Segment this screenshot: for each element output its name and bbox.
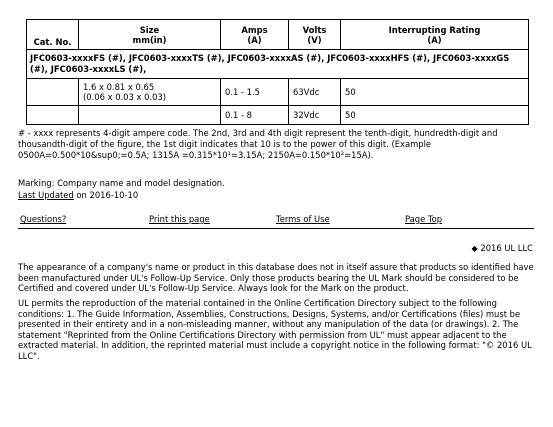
disclaimer-text: The appearance of a company's name or product in this database does not in itself assure that products so identified have been manufactured under UL's Follow-Up Service. Only those products bearing the UL Mark should be considered to be Certified and covered under UL's Follow-Up Service. Always look for the Mark on the product. xyxy=(18,262,534,294)
cell-rating: 50 xyxy=(341,79,529,106)
cell-volts: 63Vdc xyxy=(289,79,341,106)
footer-links xyxy=(0,214,553,226)
header-volts: Volts (V) xyxy=(289,20,341,50)
print-page-link[interactable]: Print this page xyxy=(149,214,210,224)
copyright-text: 2016 UL LLC xyxy=(480,243,533,253)
cell-size xyxy=(79,106,221,125)
cell-amps: 0.1 - 8 xyxy=(221,106,289,125)
table-row xyxy=(27,79,529,106)
marking-text: Marking: Company name and model designation. xyxy=(18,178,225,188)
last-updated-label: Last Updated xyxy=(18,190,74,200)
cell-volts: 32Vdc xyxy=(289,106,341,125)
permission-text: UL permits the reproduction of the material contained in the Online Certification Directory subject to the following conditions: 1. The Guide Information, Assemblies, Constructions, Designs, Systems, and/or Certifications (files) must be presented in their entirety and in a non-misleading manner, without any manipulation of the data (or drawings). 2. The statement "Reprinted from the Online Certifications Directory with permission from UL" must appear adjacent to the extracted material. In addition, the reprinted material must include a copyright notice in the following format: "© 2016 UL LLC". xyxy=(18,298,532,361)
cell-amps: 0.1 - 1.5 xyxy=(221,79,289,106)
cell-cat-no xyxy=(27,79,79,106)
terms-of-use-link[interactable]: Terms of Use xyxy=(276,214,330,224)
certification-table xyxy=(26,19,529,125)
header-amps: Amps (A) xyxy=(221,20,289,50)
cell-size: 1.6 x 0.81 x 0.65 (0.06 x 0.03 x 0.03) xyxy=(79,79,221,106)
copyright xyxy=(472,243,533,254)
divider xyxy=(18,228,534,229)
last-updated-date: on 2016-10-10 xyxy=(73,190,139,200)
header-size: Size mm(in) xyxy=(79,20,221,50)
diamond-icon: ◆ xyxy=(471,244,478,253)
questions-link[interactable]: Questions? xyxy=(20,214,67,224)
last-updated xyxy=(18,190,138,201)
catalog-numbers-row xyxy=(27,50,529,79)
page-top-link[interactable]: Page Top xyxy=(405,214,443,224)
cell-rating: 50 xyxy=(341,106,529,125)
catalog-numbers: JFC0603-xxxxFS (#), JFC0603-xxxxTS (#), JFC0603-xxxxAS (#), JFC0603-xxxxHFS (#), JFC0603-xxxxGS (#), JFC0603-xxxxLS (#), xyxy=(27,50,529,79)
table-row xyxy=(27,106,529,125)
cell-cat-no xyxy=(27,106,79,125)
header-interrupting-rating: Interrupting Rating (A) xyxy=(341,20,529,50)
header-cat-no: Cat. No. xyxy=(27,20,79,50)
table-header-row xyxy=(27,20,529,50)
ampere-code-note: # - xxxx represents 4-digit ampere code. The 2nd, 3rd and 4th digit represent the tenth-digit, hundredth-digit and thousandth-digit of the figure, the 1st digit indicates that 10 is to the power of this digit. (Example 0500A=0.500*10&sup0;=0.5A; 1315A =0.315*10¹=3.15A; 2150A=0.150*10²=15A). xyxy=(18,128,498,160)
